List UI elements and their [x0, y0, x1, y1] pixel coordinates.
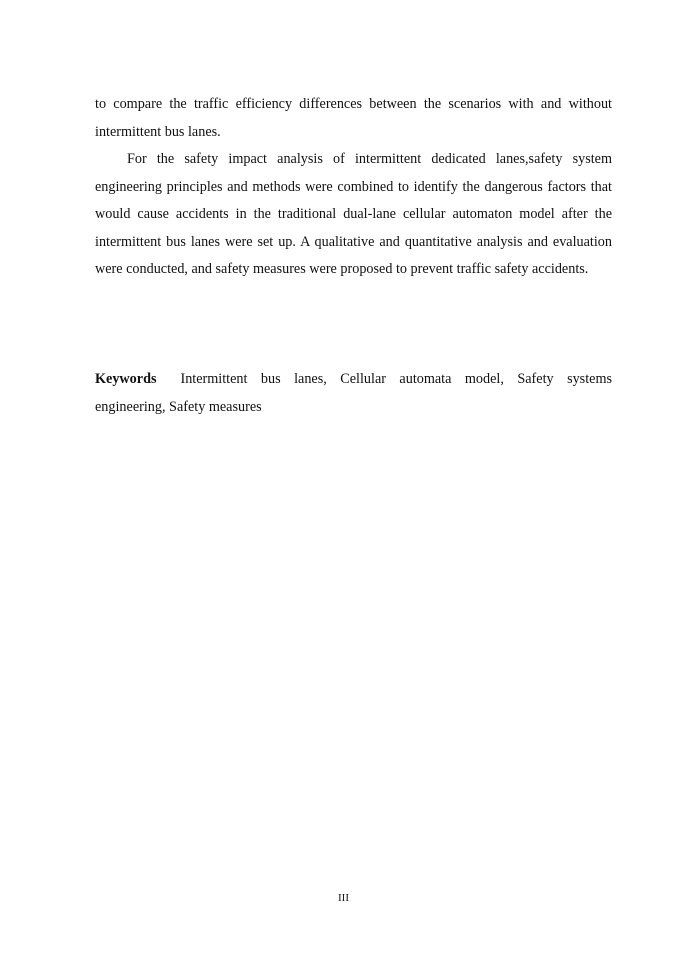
abstract-paragraph-continuation: to compare the traffic efficiency differences between the scenarios with and without intermittent bus lanes.: [95, 96, 612, 140]
keywords-section: [95, 366, 612, 421]
abstract-paragraph-safety-analysis: For the safety impact analysis of intermittent dedicated lanes,safety system engineering principles and methods were combined to identify the dangerous factors that would cause accidents in the traditional dual-lane cellular automaton model after the intermittent bus lanes were set up. A qualitative and quantitative analysis and evaluation were conducted, and safety measures were proposed to prevent traffic safety accidents.: [95, 151, 612, 278]
keywords-label: Keywords: [95, 371, 157, 387]
keywords-text: Intermittent bus lanes, Cellular automata model, Safety systems engineering, Safety measures: [95, 371, 612, 415]
page-number: III: [338, 892, 349, 904]
